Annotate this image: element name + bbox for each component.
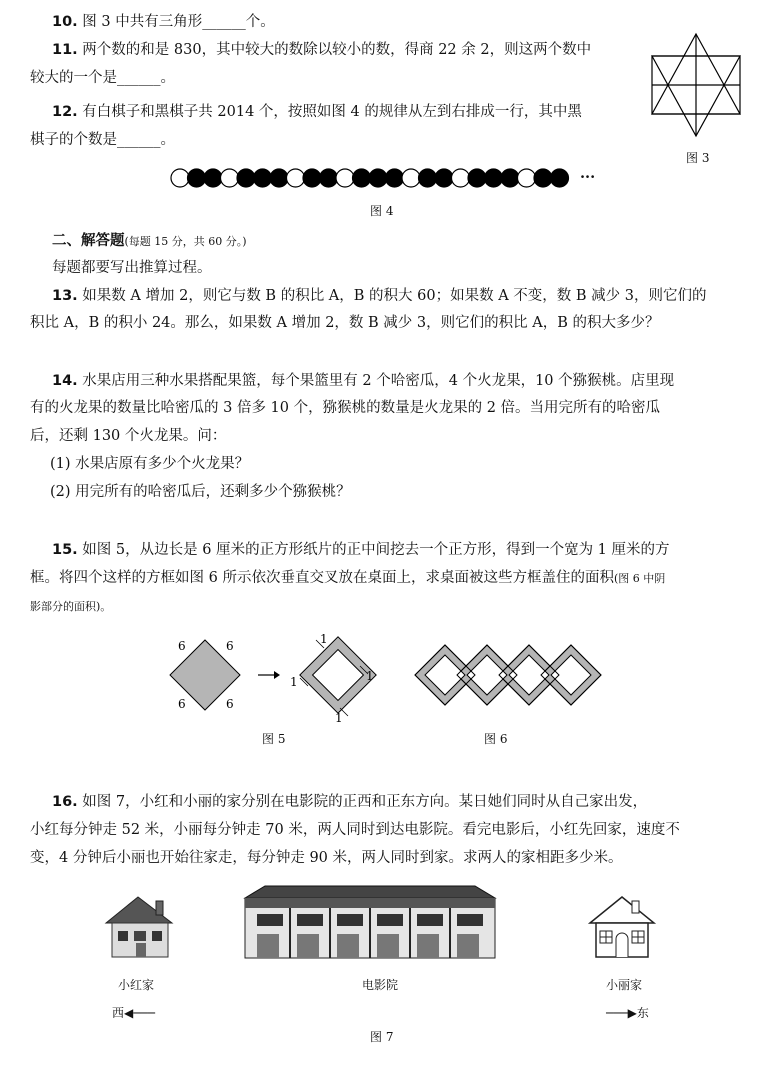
question-text: 两个数的和是 830，其中较大的数除以较小的数，得商 22 余 2，则这两个数中 bbox=[82, 42, 592, 58]
question-text: 如图 7，小红和小丽的家分别在电影院的正西和正东方向。某日她们同时从自己家出发， bbox=[82, 794, 648, 810]
fig5-side-label: 6 bbox=[178, 697, 186, 711]
fig5-width-label: 1 bbox=[320, 632, 328, 646]
black-piece bbox=[237, 169, 255, 187]
figure-4-ellipsis: ··· bbox=[580, 169, 596, 186]
black-piece bbox=[353, 169, 371, 187]
question-10 bbox=[52, 12, 275, 32]
fig5-width-label: 1 bbox=[290, 675, 298, 689]
white-piece bbox=[171, 169, 189, 187]
black-piece bbox=[386, 169, 404, 187]
question-number: 13. bbox=[52, 288, 78, 304]
fig5-width-label: 1 bbox=[335, 711, 343, 725]
figure-5-caption: 图 5 bbox=[262, 732, 286, 746]
cinema-label: 电影院 bbox=[362, 978, 399, 992]
west-arrow: ◀─── bbox=[124, 1006, 155, 1020]
white-piece bbox=[452, 169, 470, 187]
white-piece bbox=[336, 169, 354, 187]
question-16-line-3: 变，4 分钟后小丽也开始往家走，每分钟走 90 米，两人同时到家。求两人的家相距多少米。 bbox=[30, 850, 623, 866]
question-text: 框。将四个这样的方框如图 6 所示依次垂直交叉放在桌面上，求桌面被这些方框盖住的面积 bbox=[30, 570, 614, 586]
black-piece bbox=[435, 169, 453, 187]
xiaoli-house-icon bbox=[588, 893, 658, 963]
figure-3-caption: 图 3 bbox=[686, 151, 710, 165]
west-label: 西 bbox=[112, 1006, 125, 1020]
question-text: 水果店用三种水果搭配果篮，每个果篮里有 2 个哈密瓜，4 个火龙果，10 个猕猴桃。店里现 bbox=[82, 373, 675, 389]
question-number: 11. bbox=[52, 42, 78, 58]
black-piece bbox=[303, 169, 321, 187]
question-11-line-2: 较大的一个是______。 bbox=[30, 70, 175, 86]
black-piece bbox=[501, 169, 519, 187]
white-piece bbox=[402, 169, 420, 187]
fig5-side-label: 6 bbox=[178, 639, 186, 653]
question-text: 如图 5，从边长是 6 厘米的正方形纸片的正中间挖去一个正方形，得到一个宽为 1 厘米的方 bbox=[82, 542, 670, 558]
question-14-sub-2: (2) 用完所有的哈密瓜后，还剩多少个猕猴桃？ bbox=[50, 484, 351, 500]
question-15-line-2 bbox=[30, 568, 665, 589]
question-15-line-1 bbox=[52, 540, 670, 560]
black-piece bbox=[188, 169, 206, 187]
black-piece bbox=[270, 169, 288, 187]
question-13-line-1 bbox=[52, 286, 707, 306]
fig5-width-label: 1 bbox=[366, 669, 374, 683]
black-piece bbox=[485, 169, 503, 187]
section-2-instruction: 每题都要写出推算过程。 bbox=[52, 260, 212, 276]
question-text: 有白棋子和黑棋子共 2014 个，按照如图 4 的规律从左到右排成一行，其中黑 bbox=[82, 104, 582, 120]
question-12-line-1 bbox=[52, 102, 582, 122]
east-arrow: ───▶ bbox=[606, 1006, 637, 1020]
figure-3-star bbox=[648, 30, 748, 140]
fig5-side-label: 6 bbox=[226, 639, 234, 653]
question-number: 16. bbox=[52, 794, 78, 810]
black-piece bbox=[468, 169, 486, 187]
black-piece bbox=[254, 169, 272, 187]
question-15-line-3: 影部分的面积)。 bbox=[30, 600, 112, 613]
east-label: 东 bbox=[636, 1006, 649, 1020]
section-title: 二、解答题 bbox=[52, 233, 125, 249]
figure-6-caption: 图 6 bbox=[484, 732, 508, 746]
fig5-frame bbox=[300, 637, 376, 713]
white-piece bbox=[287, 169, 305, 187]
xiaohong-house-icon bbox=[100, 893, 180, 963]
figure-5 bbox=[170, 630, 390, 740]
white-piece bbox=[221, 169, 239, 187]
question-14-sub-1: (1) 水果店原有多少个火龙果？ bbox=[50, 456, 250, 472]
figure-6 bbox=[410, 630, 610, 720]
west-direction bbox=[112, 1004, 155, 1021]
black-piece bbox=[204, 169, 222, 187]
question-text: 图 3 中共有三角形______个。 bbox=[82, 14, 275, 30]
black-piece bbox=[551, 169, 569, 187]
east-direction bbox=[606, 1004, 649, 1021]
question-13-line-2: 积比 A，B 的积小 24。那么，如果数 A 增加 2，数 B 减少 3，则它们的积比 A，B 的积大多少？ bbox=[30, 315, 660, 331]
question-11-line-1 bbox=[52, 40, 591, 60]
question-number: 14. bbox=[52, 373, 78, 389]
question-12-line-2: 棋子的个数是______。 bbox=[30, 132, 175, 148]
question-number: 15. bbox=[52, 542, 78, 558]
section-note: (每题 15 分，共 60 分。) bbox=[124, 235, 247, 248]
question-number: 12. bbox=[52, 104, 78, 120]
question-number: 10. bbox=[52, 14, 78, 30]
question-16-line-1 bbox=[52, 792, 647, 812]
section-2-heading bbox=[52, 231, 247, 252]
question-14-line-2: 有的火龙果的数量比哈密瓜的 3 倍多 10 个，猕猴桃的数量是火龙果的 2 倍。当用完所有的哈密瓜 bbox=[30, 400, 661, 416]
xiaoli-label: 小丽家 bbox=[606, 978, 643, 992]
black-piece bbox=[369, 169, 387, 187]
figure-4-caption: 图 4 bbox=[370, 204, 394, 218]
black-piece bbox=[320, 169, 338, 187]
question-note: (图 6 中阴 bbox=[613, 572, 666, 585]
black-piece bbox=[534, 169, 552, 187]
cinema-icon bbox=[245, 884, 495, 960]
figure-7-caption: 图 7 bbox=[370, 1030, 394, 1044]
question-16-line-2: 小红每分钟走 52 米，小丽每分钟走 70 米，两人同时到达电影院。看完电影后，小红先回家，速度不 bbox=[30, 822, 680, 838]
white-piece bbox=[518, 169, 536, 187]
figure-4-pieces bbox=[170, 167, 590, 191]
question-14-line-1 bbox=[52, 371, 674, 391]
fig5-side-label: 6 bbox=[226, 697, 234, 711]
black-piece bbox=[419, 169, 437, 187]
question-text: 如果数 A 增加 2，则它与数 B 的积比 A，B 的积大 60；如果数 A 不变，数 B 减少 3，则它们的 bbox=[82, 288, 707, 304]
question-14-line-3: 后，还剩 130 个火龙果。问： bbox=[30, 428, 227, 444]
xiaohong-label: 小红家 bbox=[118, 978, 155, 992]
